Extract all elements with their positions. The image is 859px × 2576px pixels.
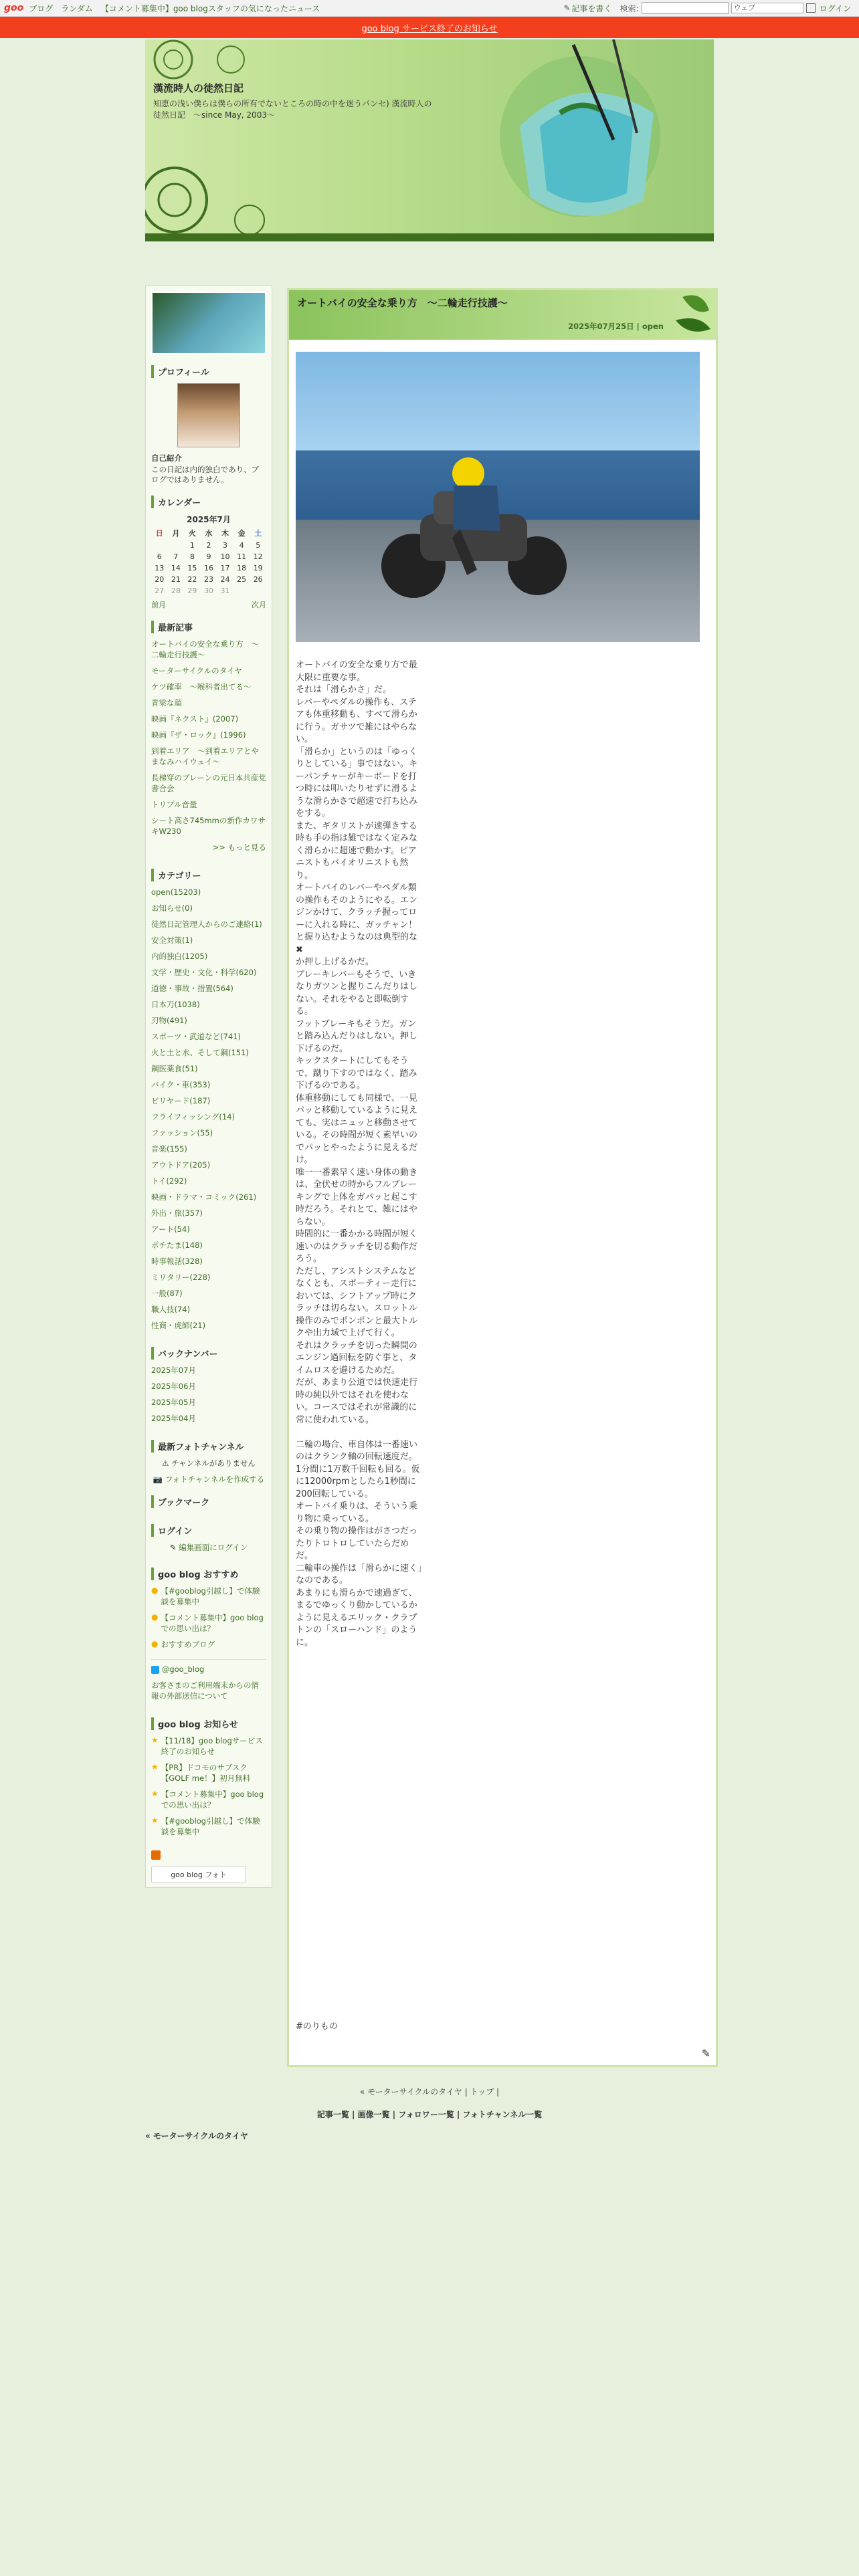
recent-post-link[interactable]: オートバイの安全な乗り方 〜二輪走行技護〜	[151, 639, 259, 659]
star-icon: ★	[151, 1762, 159, 1772]
post-date-row: 2025年07月25日 | open	[568, 322, 664, 331]
calendar-day[interactable]: 15	[187, 564, 197, 572]
bulb-icon: ●	[151, 1586, 159, 1595]
notice-row	[151, 1816, 266, 1842]
calendar-day[interactable]: 16	[203, 564, 213, 572]
star-icon: ★	[151, 1789, 159, 1798]
recommend-heading: goo blog おすすめ	[151, 1568, 266, 1580]
recent-post-link[interactable]: モーターサイクルのタイヤ	[151, 666, 242, 675]
blog-title[interactable]: 漢流時人の徒然日記	[153, 82, 244, 94]
weekday-fri: 金	[237, 529, 246, 538]
backnumber-heading: バックナンバー	[151, 1347, 266, 1360]
category-link[interactable]: アウトドア(205)	[151, 1160, 211, 1170]
post-body: オートバイの安全な乗り方で最大限に重要な事。 それは「滑らかさ」だ。 レバーやペダルの操作も、ステアも体重移動も、すべて滑らかに行う。ガサツで雑にはやらない。 「滑らか」というのは「ゆっくりとしている」事ではない。キーパンチャーがキーボードを打つ時には叩いたりせずに滑るような滑らかさで超速で打ち込みをする。 また、ギタリストが速弾きする時も手の指は雑ではなく定みなく滑らかに超速で動かす。ピアニストもバイオリニストも然り。 オートバイのレバーやペダル類の操作もそのようにやる。エンジンかけて、クラッチ握ってローに入れる時に、ガッチャン！と握り込むようなのは典型的な✖ か押し上げるかだ。 ブレーキレバーもそうで、いきなりガツンと握りこんだりはしない。それをやると即転倒する。 フットブレーキもそうだ。ガンと踏み込んだりはしない。押し下げるのだ。 キックスタートにしてもそうで、蹴り下すのではなく、踏み下げるのである。 体重移動にしても同様で、一見パッと移動しているように見えても、実はニュッと移動させている。その時間が短く素早いのでパッとやったように見えるだけ。 唯一一番素早く速い身体の動きは、全伏せの時からフルブレーキングで上体をガバッと起こす時だろう。それとて、雑にはやらない。 時間的に一番かかる時間が短く速いのはクラッチを切る動作だろう。 ただし、アシストシステムなどなくとも、スポーティー走行においては、シフトアップ時にクラッチは切らない。スロットル操作のみでポンポンと最大トルクや出力域で上げて行く。 それはクラッチを切った瞬間のエンジン過回転を防ぐ事と、タイムロスを避けるためだ。 だが、あまり公道では快速走行時の純以外ではそれを使わない。コースではそれが常識的に常に使われている。 二輪の場合、車自体は一番速いのはクランク軸の回転速度だ。 1分間に1万数千回転も回る。仮に12000rpmとしたら1秒間に200回転している。 オートバイ乗りは、そういう乗り物に乗っている。 その乗り物の操作はがさつだったりトロトロしていたらだめだ。 二輪車の操作は「滑らかに速く」なのである。 あまりにも滑らかで速過ぎて、まるでゆっくり動かしているかように見えるエリック・クラプトンの「スローハンド」のように。	[296, 660, 422, 1648]
self-intro-text: この日記は内的独白であり、ブログではありません。	[151, 465, 259, 484]
calendar-day[interactable]: 1	[189, 541, 195, 550]
category-link[interactable]: ビリヤード(187)	[151, 1096, 211, 1105]
top-link-blog[interactable]: ブログ	[29, 3, 54, 13]
category-link[interactable]: 一般(87)	[151, 1289, 183, 1298]
sidebar-thumbnail-box	[146, 286, 272, 358]
profile-section	[146, 358, 272, 489]
header-decoration	[145, 39, 714, 233]
recommend-row	[151, 1639, 266, 1655]
recent-post-link[interactable]: 映画『ネクスト』(2007)	[151, 714, 239, 724]
category-link[interactable]: ファッション(55)	[151, 1128, 213, 1138]
category-link[interactable]: トイ(292)	[151, 1176, 187, 1186]
calendar-day: 27	[155, 586, 165, 595]
category-link[interactable]: 徒然日記管理人からのご連絡(1)	[151, 920, 262, 929]
twitter-link[interactable]: @goo_blog	[161, 1665, 205, 1674]
calendar-day[interactable]: 25	[237, 575, 247, 584]
calendar-day[interactable]: 17	[220, 564, 230, 572]
previous-post-link[interactable]: « モーターサイクルのタイヤ	[145, 2131, 248, 2141]
calendar-day[interactable]: 10	[220, 552, 230, 561]
notice-link[interactable]: 【PR】ドコモのサブスク【GOLF me！】初月無料	[161, 1763, 251, 1783]
photo-badge[interactable]: goo blog フォト	[151, 1866, 246, 1883]
calendar-day[interactable]: 22	[187, 575, 197, 584]
post-category[interactable]: open	[642, 322, 664, 331]
recommend-section	[146, 1561, 272, 1711]
page-wrapper	[145, 39, 714, 2141]
calendar-day[interactable]: 20	[155, 575, 165, 584]
recommend-row	[151, 1586, 266, 1612]
notice-row	[151, 1789, 266, 1816]
calendar-day: 30	[203, 586, 213, 595]
recommend-link[interactable]: おすすめブログ	[161, 1640, 215, 1649]
motorcycle-photo	[360, 444, 581, 602]
calendar-day[interactable]: 21	[171, 575, 181, 584]
recommend-link[interactable]: 【コメント募集中】goo blogでの思い出は？	[161, 1613, 264, 1633]
rss-icon[interactable]	[151, 1850, 266, 1862]
main-post	[287, 288, 718, 2067]
calendar-day: 31	[220, 586, 230, 595]
blog-header	[145, 39, 714, 241]
calendar-day: 29	[187, 586, 197, 595]
notice-link[interactable]: 【#gooblog引越し】で体験談を募集中	[161, 1816, 260, 1836]
calendar-day[interactable]: 26	[253, 575, 263, 584]
recent-post-link[interactable]: ケツ確率 〜喉科者出てる〜	[151, 682, 252, 691]
category-link[interactable]: 職人技(74)	[151, 1305, 191, 1314]
sidebar	[145, 286, 272, 1888]
search-label: 検索:	[619, 3, 639, 13]
calendar-day	[233, 585, 250, 597]
weekday-wed: 水	[205, 529, 213, 538]
edit-pen-icon[interactable]: ✎	[701, 2047, 710, 2060]
calendar-day[interactable]: 2	[206, 541, 211, 550]
photo-channel-empty	[151, 1458, 266, 1469]
calendar-next[interactable]: 次月	[252, 601, 266, 609]
backnumber-section	[146, 1340, 272, 1433]
category-link[interactable]: 鋼医薬食(51)	[151, 1064, 198, 1073]
more-posts-link[interactable]: >> もっと見る	[212, 843, 266, 852]
calendar-month: 2025年7月	[187, 515, 231, 524]
twitter-icon	[151, 1666, 159, 1674]
category-link[interactable]: 刃物(491)	[151, 1016, 187, 1025]
recent-posts-heading: 最新記事	[151, 621, 266, 633]
bulb-icon: ●	[151, 1612, 159, 1622]
search-scope-select[interactable]: ウェブ	[731, 3, 803, 13]
profile-avatar	[177, 383, 240, 447]
pen-icon: ✎	[563, 3, 571, 13]
recent-posts-section	[146, 614, 272, 862]
calendar-day[interactable]: 14	[171, 564, 181, 572]
weekday-sat: 土	[254, 529, 262, 538]
calendar-nav	[151, 599, 266, 610]
edit-pen-icon: ✎	[169, 1543, 177, 1552]
calendar-day	[250, 585, 266, 597]
calendar-day[interactable]: 24	[220, 575, 230, 584]
search-input[interactable]	[642, 2, 729, 14]
login-section	[146, 1517, 272, 1561]
leaf-icon	[669, 290, 716, 337]
bookmark-heading: ブックマーク	[151, 1495, 266, 1508]
calendar-day[interactable]: 18	[237, 564, 247, 572]
calendar-day[interactable]: 12	[253, 552, 263, 561]
categories-heading: カテゴリー	[151, 869, 266, 881]
category-link[interactable]: 文学・歴史・文化・科学(620)	[151, 968, 257, 977]
search-button-icon[interactable]	[806, 3, 816, 13]
calendar-day	[168, 540, 185, 551]
post-prev-next[interactable]: « モーターサイクルのタイヤ | トップ |	[359, 2087, 500, 2097]
category-link[interactable]: ポチたま(148)	[151, 1241, 203, 1250]
category-link[interactable]: フライフィッシング(14)	[151, 1112, 235, 1121]
category-link[interactable]: 火と土と水、そして鋼(151)	[151, 1048, 249, 1057]
category-link[interactable]: バイク・車(353)	[151, 1080, 211, 1089]
calendar-section	[146, 489, 272, 614]
photo-channel-create	[151, 1474, 266, 1485]
profile-heading: プロフィール	[151, 365, 266, 378]
calendar-day[interactable]: 19	[253, 564, 263, 572]
calendar-day: 28	[171, 586, 181, 595]
categories-section	[146, 862, 272, 1340]
notice-section	[146, 1711, 272, 1887]
category-link[interactable]: 時事報話(328)	[151, 1257, 203, 1266]
category-link[interactable]: 性商・虎師(21)	[151, 1321, 206, 1330]
post-image	[296, 352, 700, 642]
notice-link[interactable]: 【コメント募集中】goo blogでの思い出は？	[161, 1790, 264, 1810]
calendar-day[interactable]: 9	[206, 552, 211, 561]
privacy-link[interactable]: お客さまのご利用端末からの情報の外部送信について	[151, 1681, 259, 1701]
footer-links[interactable]: 記事一覧 | 画像一覧 | フォロワー一覧 | フォトチャンネル一覧	[316, 2110, 543, 2119]
calendar-day[interactable]: 11	[237, 552, 247, 561]
photo-channel-heading: 最新フォトチャンネル	[151, 1440, 266, 1453]
weekday-mon: 月	[172, 529, 180, 538]
bulb-icon: ●	[151, 1639, 159, 1648]
category-link[interactable]: open(15203)	[151, 887, 201, 897]
recent-post-link[interactable]: 青梁な顔	[151, 698, 182, 708]
photo-channel-empty-text: チャンネルがありません	[171, 1459, 256, 1468]
notice-row	[151, 1735, 266, 1762]
write-link[interactable]: 記事を書く	[571, 3, 612, 13]
calendar-prev[interactable]: 前月	[151, 601, 166, 609]
camera-icon: 📷	[153, 1475, 163, 1484]
post-title[interactable]: オートバイの安全な乗り方 〜二輪走行技護〜	[297, 297, 508, 309]
calendar-day[interactable]: 7	[173, 552, 179, 561]
edit-login-link[interactable]: 編集画面にログイン	[179, 1543, 248, 1552]
calendar-day[interactable]: 4	[239, 541, 244, 550]
top-bar	[0, 0, 859, 17]
category-link[interactable]: ミリタリー(228)	[151, 1273, 211, 1282]
category-link[interactable]: 道徳・事故・措置(564)	[151, 984, 233, 993]
backnumber-link[interactable]: 2025年07月	[151, 1366, 196, 1375]
category-link[interactable]: 安全対策(1)	[151, 936, 193, 945]
login-link[interactable]: ログイン	[819, 3, 851, 13]
calendar-day[interactable]: 23	[203, 575, 213, 584]
self-intro-heading: 自己紹介	[151, 453, 182, 463]
category-link[interactable]: 映画・ドラマ・コミック(261)	[151, 1192, 257, 1202]
category-link[interactable]: アート(54)	[151, 1224, 190, 1234]
backnumber-link[interactable]: 2025年06月	[151, 1382, 196, 1391]
service-end-banner[interactable]	[0, 17, 859, 38]
backnumber-link[interactable]: 2025年05月	[151, 1398, 196, 1407]
calendar-day[interactable]: 13	[155, 564, 165, 572]
calendar-day	[151, 540, 168, 551]
blog-description: 知恵の浅い僕らは僕らの所有でないところの時の中を迷うパンセ) 漢流時人の徒然日記 〜since May, 2003〜	[153, 99, 432, 120]
star-icon: ★	[151, 1816, 159, 1825]
top-link-random[interactable]: ランダム	[61, 3, 93, 13]
post-header	[289, 290, 716, 340]
photo-channel-section	[146, 1433, 272, 1489]
calendar-day[interactable]: 5	[256, 541, 261, 550]
photo-channel-create-link[interactable]: フォトチャンネルを作成する	[165, 1475, 265, 1484]
star-icon: ★	[151, 1735, 159, 1745]
recent-post-link[interactable]: シート高さ745mmの新作カワサキW230	[151, 816, 266, 836]
post-tag[interactable]: #のりもの	[296, 2022, 338, 2032]
category-link[interactable]: 内的独白(1205)	[151, 952, 208, 961]
category-link[interactable]: スポーツ・武道など(741)	[151, 1032, 241, 1041]
calendar-heading: カレンダー	[151, 496, 266, 508]
notice-heading: goo blog お知らせ	[151, 1717, 266, 1730]
category-link[interactable]: 外出・旅(357)	[151, 1208, 203, 1218]
top-link-news[interactable]: 【コメント募集中】goo blogスタッフの気になったニュース	[100, 3, 320, 13]
notice-link[interactable]: 【11/18】goo blogサービス終了のお知らせ	[161, 1736, 263, 1756]
blog-thumbnail	[151, 292, 266, 354]
category-link[interactable]: お知らせ(0)	[151, 903, 193, 913]
calendar-day[interactable]: 6	[157, 552, 162, 561]
service-end-link[interactable]: goo blog サービス終了のお知らせ	[361, 23, 498, 34]
calendar-table	[151, 526, 266, 597]
calendar-day[interactable]: 8	[189, 552, 195, 561]
category-link[interactable]: 音楽(155)	[151, 1144, 187, 1154]
weekday-thu: 木	[221, 529, 229, 538]
recent-post-link[interactable]: 長梯穿のブレーンの元日本共産党書合会	[151, 773, 266, 793]
recent-post-link[interactable]: 映画『ザ・ロック』(1996)	[151, 730, 246, 740]
recommend-row	[151, 1612, 266, 1639]
warning-icon: ⚠	[162, 1459, 169, 1468]
recent-post-link[interactable]: 到着エリア 〜到着エリアとやまなみハイウェイ〜	[151, 746, 259, 766]
login-heading: ログイン	[151, 1524, 266, 1537]
weekday-sun: 日	[155, 529, 163, 538]
recent-post-link[interactable]: トリプル音量	[151, 800, 197, 809]
twitter-row	[151, 1659, 266, 1675]
bookmark-section	[146, 1489, 272, 1517]
category-link[interactable]: 日本刀(1038)	[151, 1000, 200, 1009]
backnumber-link[interactable]: 2025年04月	[151, 1414, 196, 1423]
notice-row	[151, 1762, 266, 1789]
post-date[interactable]: 2025年07月25日	[568, 322, 634, 331]
calendar-day[interactable]: 3	[223, 541, 228, 550]
weekday-tue: 火	[188, 529, 196, 538]
login-row	[151, 1542, 266, 1553]
goo-logo[interactable]: goo	[4, 3, 24, 13]
recommend-link[interactable]: 【#gooblog引越し】で体験談を募集中	[161, 1586, 260, 1606]
